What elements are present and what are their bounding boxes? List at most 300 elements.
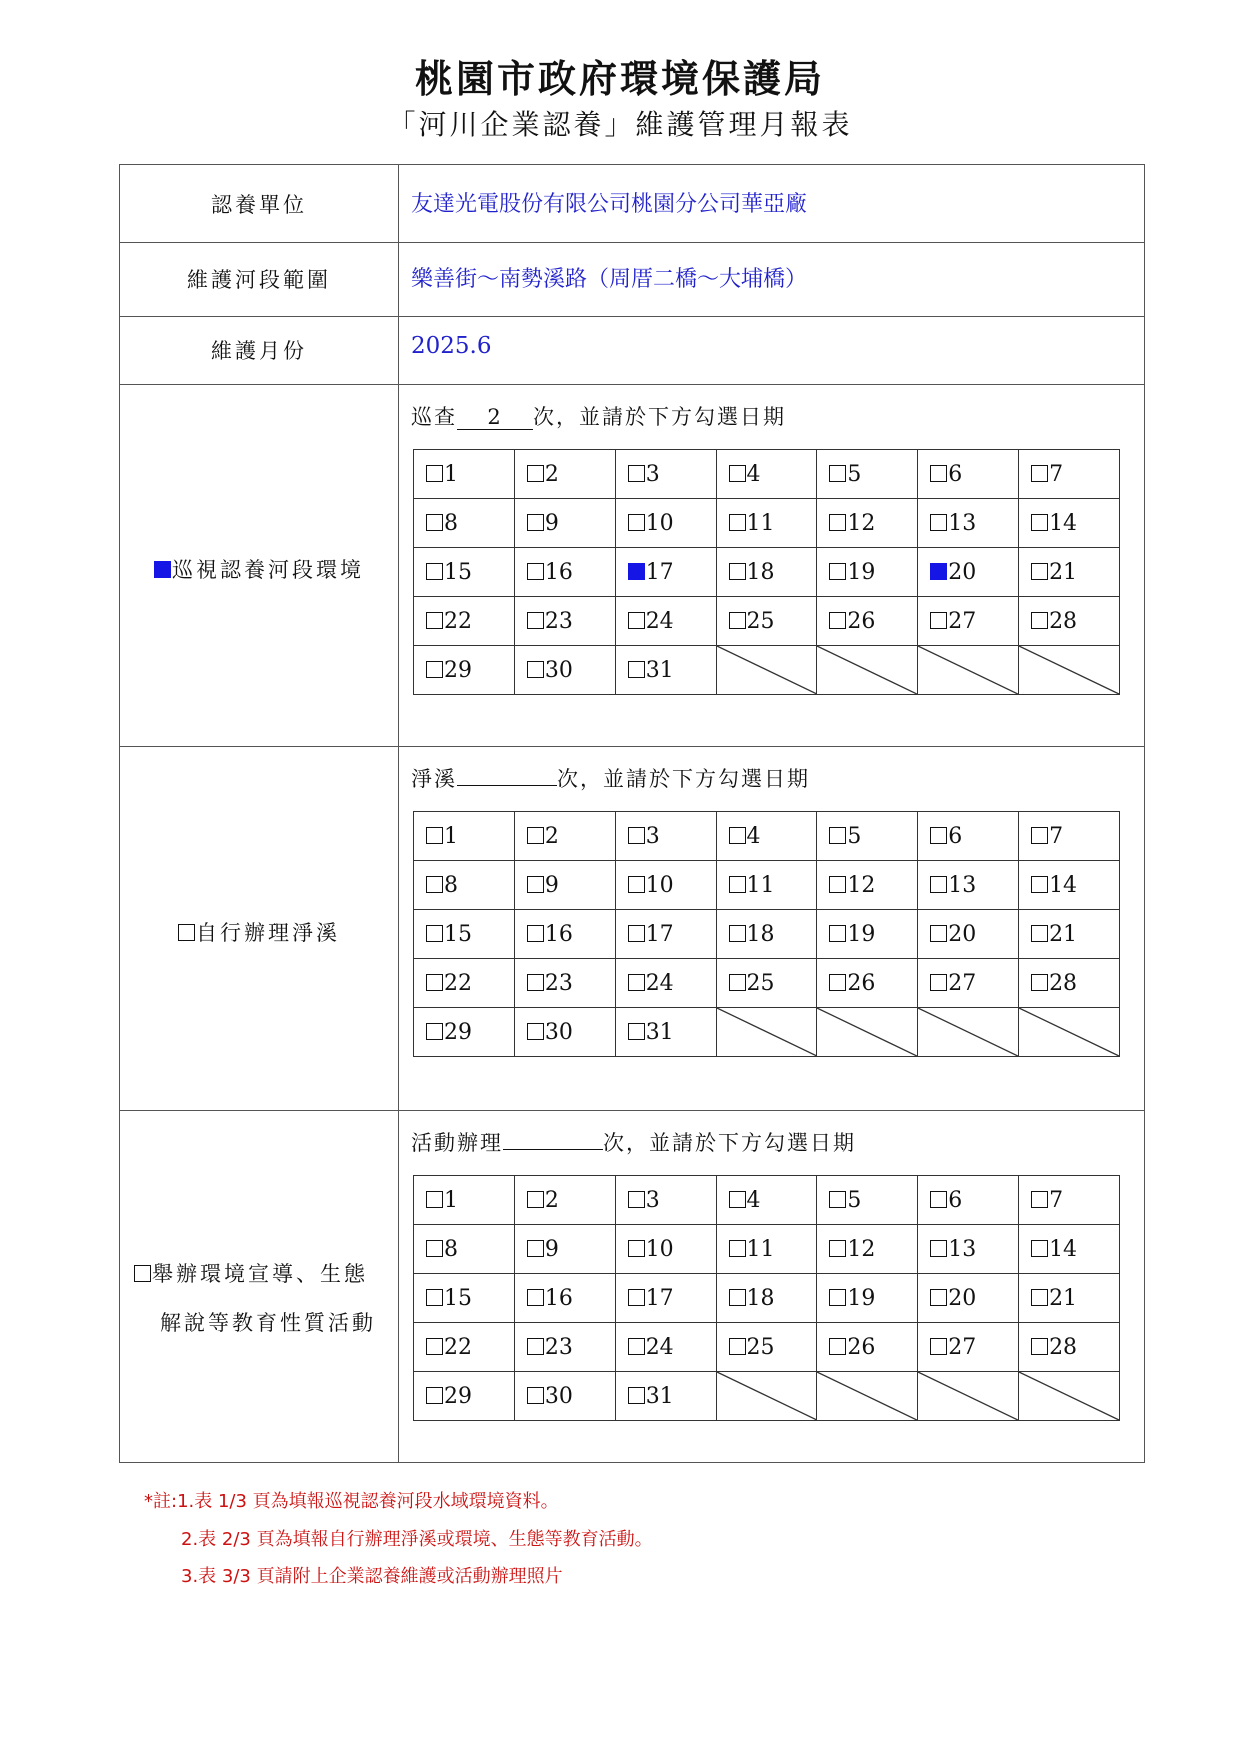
date-cell-23[interactable] <box>514 1323 615 1372</box>
date-checkbox[interactable] <box>930 465 947 482</box>
unit-value[interactable]: 友達光電股份有限公司桃園分公司華亞廠 <box>411 192 808 217</box>
date-cell-20[interactable] <box>918 548 1019 597</box>
date-label: 19 <box>847 1285 876 1311</box>
date-cell-17[interactable] <box>615 1274 716 1323</box>
date-checkbox[interactable] <box>1031 1191 1048 1208</box>
date-label: 24 <box>645 1334 674 1360</box>
event-count-field[interactable] <box>503 1149 603 1150</box>
date-label: 31 <box>645 1019 674 1045</box>
date-cell-20[interactable] <box>918 910 1019 959</box>
date-label: 13 <box>948 510 977 536</box>
date-label: 6 <box>948 823 963 849</box>
date-label: 19 <box>847 921 876 947</box>
date-cell-13[interactable] <box>918 499 1019 548</box>
date-label: 14 <box>1049 872 1078 898</box>
date-label: 18 <box>746 921 775 947</box>
date-checkbox[interactable] <box>628 1338 645 1355</box>
date-label: 9 <box>544 1236 559 1262</box>
date-cell-13[interactable] <box>918 861 1019 910</box>
date-checkbox[interactable] <box>829 1289 846 1306</box>
cleanup-count-field[interactable] <box>457 785 557 786</box>
date-checkbox[interactable] <box>729 974 746 991</box>
date-checkbox[interactable] <box>628 514 645 531</box>
date-label: 6 <box>948 1187 963 1213</box>
date-grid-row <box>414 1323 1120 1372</box>
date-cell-24[interactable] <box>615 1323 716 1372</box>
date-cell-18[interactable] <box>716 910 817 959</box>
date-label: 5 <box>847 823 862 849</box>
date-cell-26[interactable] <box>817 597 918 646</box>
date-checkbox[interactable] <box>426 465 443 482</box>
date-label: 7 <box>1049 823 1064 849</box>
date-cell-28[interactable] <box>1019 597 1120 646</box>
date-label: 29 <box>444 1019 472 1045</box>
date-cell-empty <box>1019 646 1120 695</box>
date-checkbox[interactable] <box>1031 563 1048 580</box>
date-cell-21[interactable] <box>1019 910 1120 959</box>
date-cell-1[interactable] <box>414 1176 515 1225</box>
date-label: 13 <box>948 872 977 898</box>
date-cell-22[interactable] <box>414 597 515 646</box>
date-label: 21 <box>1049 559 1078 585</box>
date-checkbox[interactable] <box>426 827 443 844</box>
date-cell-9[interactable] <box>514 861 615 910</box>
date-checkbox[interactable] <box>426 876 443 893</box>
date-label: 30 <box>544 1383 573 1409</box>
date-checkbox[interactable] <box>527 465 544 482</box>
date-cell-27[interactable] <box>918 1323 1019 1372</box>
date-checkbox[interactable] <box>930 1191 947 1208</box>
date-cell-empty <box>716 1372 817 1421</box>
date-cell-1[interactable] <box>414 812 515 861</box>
date-cell-6[interactable] <box>918 812 1019 861</box>
date-checkbox[interactable] <box>1031 925 1048 942</box>
report-form <box>119 164 1145 1463</box>
date-cell-4[interactable] <box>716 450 817 499</box>
date-label: 12 <box>847 510 876 536</box>
date-label: 12 <box>847 872 876 898</box>
date-label: 3 <box>645 823 660 849</box>
date-cell-6[interactable] <box>918 450 1019 499</box>
date-cell-2[interactable] <box>514 812 615 861</box>
date-cell-23[interactable] <box>514 597 615 646</box>
date-cell-19[interactable] <box>817 548 918 597</box>
date-cell-16[interactable] <box>514 910 615 959</box>
date-cell-10[interactable] <box>615 1225 716 1274</box>
date-checkbox[interactable] <box>729 514 746 531</box>
date-label: 13 <box>948 1236 977 1262</box>
date-label: 24 <box>645 608 674 634</box>
date-cell-8[interactable] <box>414 1225 515 1274</box>
date-cell-22[interactable] <box>414 959 515 1008</box>
date-label: 5 <box>847 461 862 487</box>
date-cell-31[interactable] <box>615 1008 716 1057</box>
date-checkbox[interactable] <box>829 514 846 531</box>
date-cell-10[interactable] <box>615 499 716 548</box>
date-checkbox[interactable] <box>829 1240 846 1257</box>
date-label: 2 <box>544 461 559 487</box>
date-label: 31 <box>645 657 674 683</box>
date-label: 26 <box>847 608 876 634</box>
date-label: 25 <box>746 970 775 996</box>
date-checkbox[interactable] <box>1031 827 1048 844</box>
date-label: 24 <box>645 970 674 996</box>
date-cell-16[interactable] <box>514 1274 615 1323</box>
date-cell-18[interactable] <box>716 1274 817 1323</box>
date-cell-empty <box>918 1372 1019 1421</box>
date-cell-11[interactable] <box>716 1225 817 1274</box>
date-checkbox[interactable] <box>829 876 846 893</box>
section-cleanup-checkbox[interactable] <box>178 924 195 941</box>
section-patrol-label: 巡視認養河段環境 <box>120 554 398 584</box>
date-checkbox[interactable] <box>527 661 544 678</box>
date-cell-25[interactable] <box>716 597 817 646</box>
date-checkbox[interactable] <box>527 1191 544 1208</box>
date-checkbox[interactable] <box>729 925 746 942</box>
date-cell-26[interactable] <box>817 1323 918 1372</box>
date-label: 19 <box>847 559 876 585</box>
date-label: 14 <box>1049 1236 1078 1262</box>
date-checkbox[interactable] <box>426 1338 443 1355</box>
date-checkbox[interactable] <box>426 974 443 991</box>
page-subtitle: 「河川企業認養」維護管理月報表 <box>387 108 853 141</box>
section-event-checkbox[interactable] <box>134 1265 151 1282</box>
date-label: 10 <box>645 510 674 536</box>
date-checkbox[interactable] <box>1031 1338 1048 1355</box>
date-label: 16 <box>544 1285 573 1311</box>
date-checkbox[interactable] <box>628 1289 645 1306</box>
date-checkbox[interactable] <box>628 827 645 844</box>
page-title: 桃園市政府環境保護局 <box>414 56 825 101</box>
note-3: 3.表 3/3 頁請附上企業認養維護或活動辦理照片 <box>181 1566 563 1587</box>
date-cell-19[interactable] <box>817 1274 918 1323</box>
date-cell-29[interactable] <box>414 646 515 695</box>
date-cell-7[interactable] <box>1019 1176 1120 1225</box>
date-checkbox[interactable] <box>729 1338 746 1355</box>
date-label: 14 <box>1049 510 1078 536</box>
date-cell-15[interactable] <box>414 1274 515 1323</box>
date-label: 17 <box>645 1285 674 1311</box>
patrol-date-grid <box>413 449 1120 695</box>
date-checkbox[interactable] <box>628 925 645 942</box>
date-checkbox[interactable] <box>628 563 645 580</box>
date-label: 16 <box>544 921 573 947</box>
date-label: 27 <box>948 970 977 996</box>
date-label: 9 <box>544 872 559 898</box>
date-cell-16[interactable] <box>514 548 615 597</box>
date-label: 18 <box>746 559 775 585</box>
date-cell-17[interactable] <box>615 548 716 597</box>
date-checkbox[interactable] <box>527 925 544 942</box>
date-cell-1[interactable] <box>414 450 515 499</box>
date-label: 25 <box>746 608 775 634</box>
date-cell-17[interactable] <box>615 910 716 959</box>
date-label: 10 <box>645 872 674 898</box>
date-label: 26 <box>847 1334 876 1360</box>
date-label: 27 <box>948 1334 977 1360</box>
date-label: 21 <box>1049 1285 1078 1311</box>
date-cell-21[interactable] <box>1019 1274 1120 1323</box>
note-2: 2.表 2/3 頁為填報自行辦理淨溪或環境、生態等教育活動。 <box>181 1529 653 1550</box>
date-cell-12[interactable] <box>817 499 918 548</box>
date-checkbox[interactable] <box>426 612 443 629</box>
cleanup-date-grid <box>413 811 1120 1057</box>
date-cell-29[interactable] <box>414 1008 515 1057</box>
date-cell-15[interactable] <box>414 548 515 597</box>
date-cell-empty <box>817 1372 918 1421</box>
event-prompt: 活動辦理 次，並請於下方勾選日期 <box>411 1131 856 1155</box>
date-checkbox[interactable] <box>829 465 846 482</box>
date-checkbox[interactable] <box>829 1338 846 1355</box>
date-label: 30 <box>544 1019 573 1045</box>
patrol-count-field[interactable]: 2 <box>457 405 533 430</box>
note-1: *註:1.表 1/3 頁為填報巡視認養河段水域環境資料。 <box>144 1491 559 1512</box>
date-grid-row <box>414 548 1120 597</box>
date-checkbox[interactable] <box>628 465 645 482</box>
date-label: 30 <box>544 657 573 683</box>
date-checkbox[interactable] <box>930 514 947 531</box>
date-cell-18[interactable] <box>716 548 817 597</box>
date-grid-row <box>414 1225 1120 1274</box>
date-label: 11 <box>746 1236 775 1262</box>
date-checkbox[interactable] <box>829 563 846 580</box>
date-checkbox[interactable] <box>628 1240 645 1257</box>
date-checkbox[interactable] <box>829 974 846 991</box>
date-cell-24[interactable] <box>615 959 716 1008</box>
date-label: 2 <box>544 1187 559 1213</box>
date-cell-14[interactable] <box>1019 1225 1120 1274</box>
date-checkbox[interactable] <box>628 612 645 629</box>
date-checkbox[interactable] <box>527 563 544 580</box>
date-label: 15 <box>444 921 472 947</box>
date-label: 5 <box>847 1187 862 1213</box>
date-label: 4 <box>746 823 761 849</box>
date-checkbox[interactable] <box>729 465 746 482</box>
date-cell-10[interactable] <box>615 861 716 910</box>
date-cell-28[interactable] <box>1019 1323 1120 1372</box>
date-cell-29[interactable] <box>414 1372 515 1421</box>
date-label: 15 <box>444 1285 472 1311</box>
section-patrol-checkbox[interactable] <box>154 561 171 578</box>
date-checkbox[interactable] <box>628 1023 645 1040</box>
date-label: 10 <box>645 1236 674 1262</box>
date-grid-row <box>414 1008 1120 1057</box>
date-cell-15[interactable] <box>414 910 515 959</box>
date-checkbox[interactable] <box>1031 876 1048 893</box>
date-checkbox[interactable] <box>426 925 443 942</box>
date-label: 16 <box>544 559 573 585</box>
date-cell-empty <box>918 646 1019 695</box>
date-checkbox[interactable] <box>527 612 544 629</box>
date-checkbox[interactable] <box>930 827 947 844</box>
date-checkbox[interactable] <box>930 1289 947 1306</box>
date-label: 29 <box>444 1383 472 1409</box>
date-label: 23 <box>544 970 573 996</box>
date-cell-9[interactable] <box>514 1225 615 1274</box>
date-grid-row <box>414 499 1120 548</box>
date-checkbox[interactable] <box>1031 1289 1048 1306</box>
date-cell-21[interactable] <box>1019 548 1120 597</box>
date-checkbox[interactable] <box>426 1191 443 1208</box>
date-checkbox[interactable] <box>527 1387 544 1404</box>
date-checkbox[interactable] <box>527 1338 544 1355</box>
date-checkbox[interactable] <box>628 974 645 991</box>
date-checkbox[interactable] <box>426 1289 443 1306</box>
date-label: 1 <box>444 1187 458 1213</box>
date-checkbox[interactable] <box>527 974 544 991</box>
date-cell-28[interactable] <box>1019 959 1120 1008</box>
date-cell-3[interactable] <box>615 450 716 499</box>
date-cell-13[interactable] <box>918 1225 1019 1274</box>
date-cell-empty <box>1019 1372 1120 1421</box>
date-label: 20 <box>948 1285 977 1311</box>
date-checkbox[interactable] <box>729 1191 746 1208</box>
date-cell-empty <box>817 646 918 695</box>
date-checkbox[interactable] <box>1031 612 1048 629</box>
date-label: 15 <box>444 559 472 585</box>
range-value[interactable]: 樂善街～南勢溪路（周厝二橋～大埔橋） <box>411 267 808 292</box>
date-label: 8 <box>444 872 458 898</box>
date-label: 28 <box>1049 608 1078 634</box>
date-checkbox[interactable] <box>527 827 544 844</box>
date-label: 20 <box>948 559 977 585</box>
date-checkbox[interactable] <box>829 925 846 942</box>
date-label: 12 <box>847 1236 876 1262</box>
date-cell-27[interactable] <box>918 959 1019 1008</box>
date-cell-31[interactable] <box>615 1372 716 1421</box>
date-cell-5[interactable] <box>817 450 918 499</box>
date-checkbox[interactable] <box>1031 974 1048 991</box>
date-checkbox[interactable] <box>426 514 443 531</box>
date-cell-25[interactable] <box>716 959 817 1008</box>
date-cell-31[interactable] <box>615 646 716 695</box>
date-cell-4[interactable] <box>716 812 817 861</box>
date-checkbox[interactable] <box>930 612 947 629</box>
date-grid-row <box>414 597 1120 646</box>
date-checkbox[interactable] <box>829 612 846 629</box>
date-checkbox[interactable] <box>1031 514 1048 531</box>
date-checkbox[interactable] <box>426 563 443 580</box>
date-checkbox[interactable] <box>729 563 746 580</box>
date-checkbox[interactable] <box>527 1289 544 1306</box>
date-label: 3 <box>645 461 660 487</box>
date-cell-7[interactable] <box>1019 450 1120 499</box>
date-label: 8 <box>444 510 458 536</box>
date-checkbox[interactable] <box>829 1191 846 1208</box>
date-cell-30[interactable] <box>514 1372 615 1421</box>
date-label: 17 <box>645 921 674 947</box>
date-checkbox[interactable] <box>527 1023 544 1040</box>
date-label: 4 <box>746 461 761 487</box>
date-label: 28 <box>1049 1334 1078 1360</box>
date-checkbox[interactable] <box>527 1240 544 1257</box>
date-checkbox[interactable] <box>628 661 645 678</box>
date-cell-empty <box>1019 1008 1120 1057</box>
date-checkbox[interactable] <box>729 612 746 629</box>
date-checkbox[interactable] <box>426 1387 443 1404</box>
date-label: 22 <box>444 970 472 996</box>
date-checkbox[interactable] <box>527 514 544 531</box>
date-label: 31 <box>645 1383 674 1409</box>
date-checkbox[interactable] <box>930 876 947 893</box>
date-cell-11[interactable] <box>716 499 817 548</box>
date-checkbox[interactable] <box>930 1240 947 1257</box>
date-checkbox[interactable] <box>628 876 645 893</box>
date-cell-30[interactable] <box>514 646 615 695</box>
date-grid-row <box>414 812 1120 861</box>
date-cell-27[interactable] <box>918 597 1019 646</box>
date-checkbox[interactable] <box>628 1387 645 1404</box>
date-cell-3[interactable] <box>615 812 716 861</box>
date-cell-14[interactable] <box>1019 861 1120 910</box>
date-checkbox[interactable] <box>426 1240 443 1257</box>
date-cell-2[interactable] <box>514 1176 615 1225</box>
event-date-grid <box>413 1175 1120 1421</box>
date-cell-19[interactable] <box>817 910 918 959</box>
date-checkbox[interactable] <box>628 1191 645 1208</box>
date-cell-26[interactable] <box>817 959 918 1008</box>
date-grid-row <box>414 1372 1120 1421</box>
date-label: 8 <box>444 1236 458 1262</box>
date-cell-7[interactable] <box>1019 812 1120 861</box>
date-checkbox[interactable] <box>1031 1240 1048 1257</box>
patrol-prompt: 巡查 2 次，並請於下方勾選日期 <box>411 405 786 429</box>
date-checkbox[interactable] <box>930 563 947 580</box>
date-label: 26 <box>847 970 876 996</box>
date-cell-30[interactable] <box>514 1008 615 1057</box>
date-cell-23[interactable] <box>514 959 615 1008</box>
section-event-label: 舉辦環境宣導、生態 解說等教育性質活動 <box>134 1250 394 1348</box>
date-cell-22[interactable] <box>414 1323 515 1372</box>
date-checkbox[interactable] <box>729 1240 746 1257</box>
date-cell-4[interactable] <box>716 1176 817 1225</box>
date-cell-5[interactable] <box>817 812 918 861</box>
date-cell-8[interactable] <box>414 861 515 910</box>
month-label: 維護月份 <box>211 339 307 363</box>
date-checkbox[interactable] <box>930 925 947 942</box>
date-label: 3 <box>645 1187 660 1213</box>
date-label: 22 <box>444 1334 472 1360</box>
date-cell-12[interactable] <box>817 861 918 910</box>
range-label: 維護河段範圍 <box>187 268 331 292</box>
date-checkbox[interactable] <box>426 661 443 678</box>
date-cell-24[interactable] <box>615 597 716 646</box>
date-cell-2[interactable] <box>514 450 615 499</box>
date-checkbox[interactable] <box>1031 465 1048 482</box>
date-checkbox[interactable] <box>729 827 746 844</box>
date-cell-6[interactable] <box>918 1176 1019 1225</box>
month-value[interactable]: 2025.6 <box>411 333 492 359</box>
date-cell-14[interactable] <box>1019 499 1120 548</box>
date-cell-8[interactable] <box>414 499 515 548</box>
date-label: 27 <box>948 608 977 634</box>
date-checkbox[interactable] <box>729 1289 746 1306</box>
date-cell-20[interactable] <box>918 1274 1019 1323</box>
date-cell-3[interactable] <box>615 1176 716 1225</box>
date-checkbox[interactable] <box>930 974 947 991</box>
date-checkbox[interactable] <box>729 876 746 893</box>
date-checkbox[interactable] <box>527 876 544 893</box>
date-checkbox[interactable] <box>426 1023 443 1040</box>
date-cell-empty <box>918 1008 1019 1057</box>
date-cell-25[interactable] <box>716 1323 817 1372</box>
date-cell-11[interactable] <box>716 861 817 910</box>
date-checkbox[interactable] <box>930 1338 947 1355</box>
date-checkbox[interactable] <box>829 827 846 844</box>
date-cell-9[interactable] <box>514 499 615 548</box>
date-cell-12[interactable] <box>817 1225 918 1274</box>
date-cell-5[interactable] <box>817 1176 918 1225</box>
